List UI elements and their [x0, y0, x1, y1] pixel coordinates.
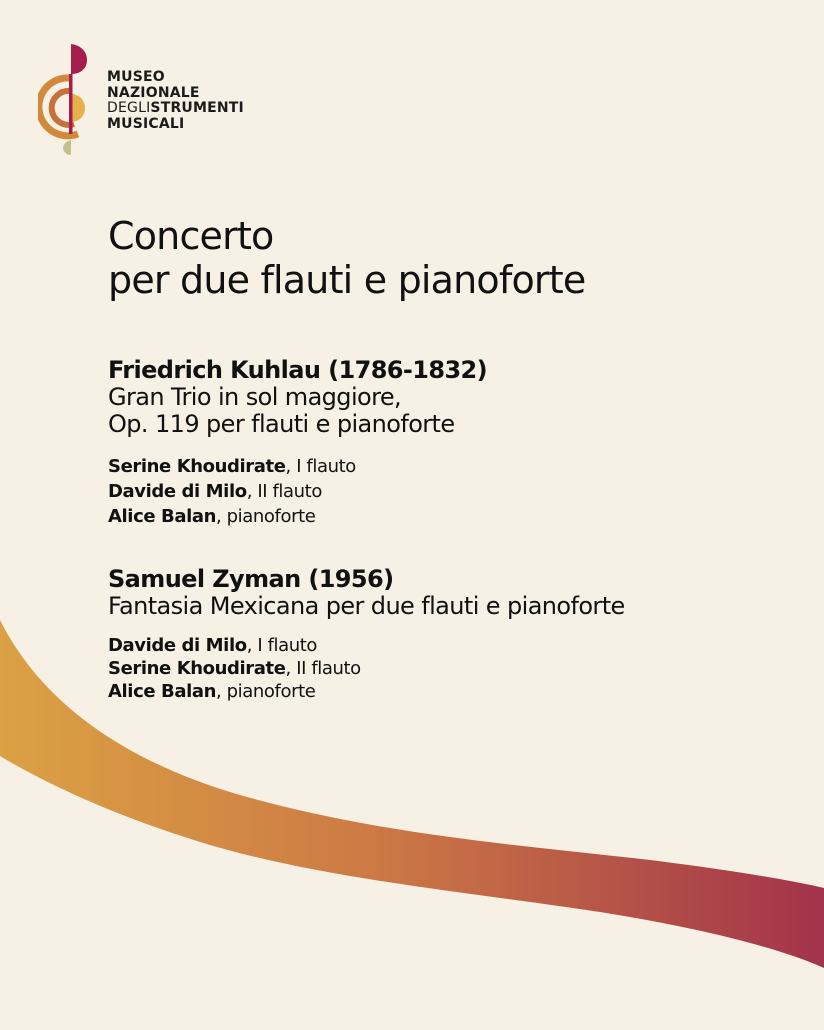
- museum-name: [107, 70, 244, 132]
- work-title-line-1: Fantasia Mexicana per due flauti e pianoforte: [108, 592, 625, 620]
- program-item-kuhlau: [108, 356, 808, 529]
- logo-line-3-bold: STRUMENTI: [150, 100, 244, 116]
- logo-line-4: MUSICALI: [107, 115, 185, 132]
- performer-role: , II flauto: [285, 658, 361, 679]
- performer-name: Alice Balan: [108, 681, 217, 702]
- logo-line-1: MUSEO: [107, 69, 165, 85]
- title-line-2: per due flauti e pianoforte: [108, 258, 586, 302]
- performer: [108, 454, 808, 479]
- performer-list: [108, 454, 808, 529]
- logo-line-3-light: DEGLI: [107, 100, 151, 116]
- performer-list: [108, 634, 808, 703]
- performer-name: Serine Khoudirate: [108, 658, 286, 679]
- performer-role: , I flauto: [246, 635, 318, 656]
- composer-name: Friedrich Kuhlau (1786-1832): [108, 356, 488, 384]
- performer-name: Serine Khoudirate: [108, 456, 286, 477]
- performer-role: , II flauto: [246, 481, 322, 502]
- program-item-zyman: [108, 565, 808, 703]
- performer: [108, 634, 808, 657]
- performer-role: , pianoforte: [216, 506, 316, 527]
- logo-line-2: NAZIONALE: [107, 84, 200, 101]
- work-title-line-2: Op. 119 per flauti e pianoforte: [108, 410, 455, 438]
- concert-title: [108, 214, 585, 302]
- performer-name: Davide di Milo: [108, 635, 247, 656]
- logo-line-3: [107, 101, 244, 117]
- performer-role: , pianoforte: [216, 681, 316, 702]
- performer: [108, 479, 808, 504]
- work-title: [108, 384, 808, 438]
- museum-logo: [38, 44, 278, 159]
- performer: [108, 504, 808, 529]
- title-line-1: Concerto: [108, 214, 274, 258]
- performer-role: , I flauto: [285, 456, 356, 477]
- performer: [108, 680, 808, 703]
- work-title-line-1: Gran Trio in sol maggiore,: [108, 383, 402, 411]
- performer-name: Davide di Milo: [108, 481, 247, 502]
- performer: [108, 657, 808, 680]
- performer-name: Alice Balan: [108, 506, 217, 527]
- work-title: [108, 593, 808, 620]
- composer-name: Samuel Zyman (1956): [108, 565, 394, 593]
- treble-clef-icon: [38, 44, 98, 156]
